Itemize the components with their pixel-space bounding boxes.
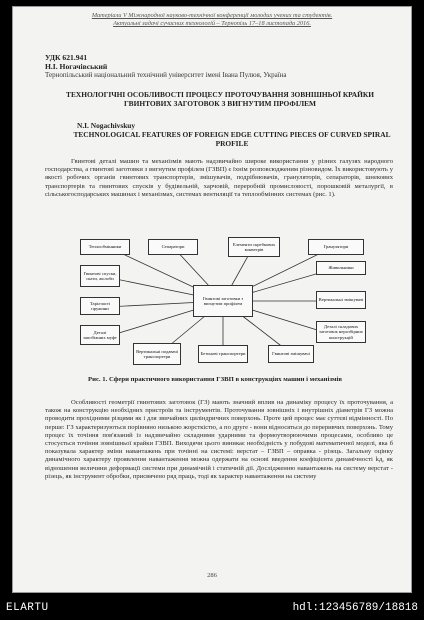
diagram-left-2: Деталі запобіжних муфт <box>80 325 120 345</box>
diagram-right-0: Живильники <box>316 261 366 275</box>
figure-caption: Рис. 1. Сфери практичного використання ГЗВП в конструкціях машин і механізмів <box>88 376 342 383</box>
header-line-1: Матеріали V Міжнародної науково-технічної конференції молодих учених та студентів. <box>91 12 333 19</box>
page-number: 286 <box>207 572 217 579</box>
conference-header <box>13 12 411 28</box>
diagram-right-2: Деталі складових заготовок нерозбірних конструкцій <box>316 321 366 343</box>
header-line-2: Актуальні задачі сучасних технологій – Тернопіль 17–18 листопада 2016. <box>113 20 311 27</box>
diagram-top-2: Елементи скребкових конвеєрів <box>228 237 280 257</box>
title-english: TECHNOLOGICAL FEATURES OF FOREIGN EDGE CUTTING PIECES OF CURVED SPIRAL PROFILE <box>73 130 391 148</box>
usage-diagram <box>78 237 368 365</box>
diagram-top-1: Сепаратори <box>148 239 198 255</box>
udk-code: УДК 621.941 <box>45 53 88 62</box>
diagram-center: Гвинтові заготовки з вигнутим профілем <box>193 285 253 317</box>
document-page <box>12 6 412 593</box>
diagram-bottom-0: Вертикальні подавачі транспортери <box>133 343 181 365</box>
paragraph-intro: Гвинтові деталі машин та механізмів мають надзвичайно широке використання у різних галузях народного господарства, а гвинтові заготовки з вигнутим профілем (ГЗВП) є їхнім розповсюдженим різновидом. Їх використовують у якості робочих органів гвинтових транспортерів, змішувачів, подрібнювачів, грануляторів, сепараторів, шнекових транспортерів та гвинтових спусків у будівельній, харчовій, переробній промисловості, порошковій металургії, в сільськогосподарських машинах і механізмах, системах вентиляції та теплообмінних системах (рис. 1). <box>45 158 393 198</box>
author-uk: Н.І. Ногачівський <box>45 62 108 71</box>
diagram-top-0: Теплообмінники <box>80 239 130 255</box>
author-en: N.I. Nogachivskuy <box>77 121 136 130</box>
repository-label: ELARTU <box>6 602 49 614</box>
handle-id: hdl:123456789/18818 <box>292 602 418 614</box>
diagram-left-0: Гвинтові спуски, скати, жолоби <box>80 265 120 287</box>
diagram-bottom-1: Бетонові транспортери <box>198 345 248 363</box>
affiliation: Тернопільський національний технічний університет імені Івана Пулюя, Україна <box>45 71 287 79</box>
diagram-left-1: Тарілчасті пружини <box>80 297 120 315</box>
diagram-top-3: Гранулятори <box>308 239 364 255</box>
diagram-bottom-2: Гвинтові змішувачі <box>268 345 314 363</box>
diagram-right-1: Вертикальні змішувачі <box>316 291 366 309</box>
title-ukrainian: ТЕХНОЛОГІЧНІ ОСОБЛИВОСТІ ПРОЦЕСУ ПРОТОЧУВАННЯ ЗОВНІШНЬОЇ КРАЙКИ ГВИНТОВИХ ЗАГОТОВОК З ВИГНУТИМ ПРОФІЛЕМ <box>66 90 374 108</box>
paragraph-body: Особливості геометрії гвинтових заготовок (ГЗ) мають значний вплив на динаміку процесу їх проточування, а також на конструкцію необхідних пристроїв та інструментів. Проточування зовнішніх і внутрішніх діаметрів ГЗ можна проводити прохідними різцями як і для звичайних циліндричних поверхонь. Проте цей процес має суттєві відмінності. По перше: ГЗ характеризуються порівняно низькою жорсткістю, а по друге - вони відносяться до переривчих поверхонь. Тому процес їх точіння пов'язаний із надзвичайно складними ударними та формоутворюючими процесами, особливо це стосується точіння зовнішньої крайки ГЗВП. Виходячи цього виникає необхідність у побудові математичної моделі, яка б показувала характер зміни навантажень при точінні на системі: верстат – ГЗВП – оправка - різець. Загальну оцінку динамічного характеру проявлення навантаження можна одержати на основі введення коефіцієнта динамічності kд, як відношення величини деформації системи при динамічній і статичній дії. Дослідженню навантажень на систему верстат - різець, як інструмент обробки, присвячено ряд праць, тоді як характер навантаження на систему <box>45 399 393 480</box>
